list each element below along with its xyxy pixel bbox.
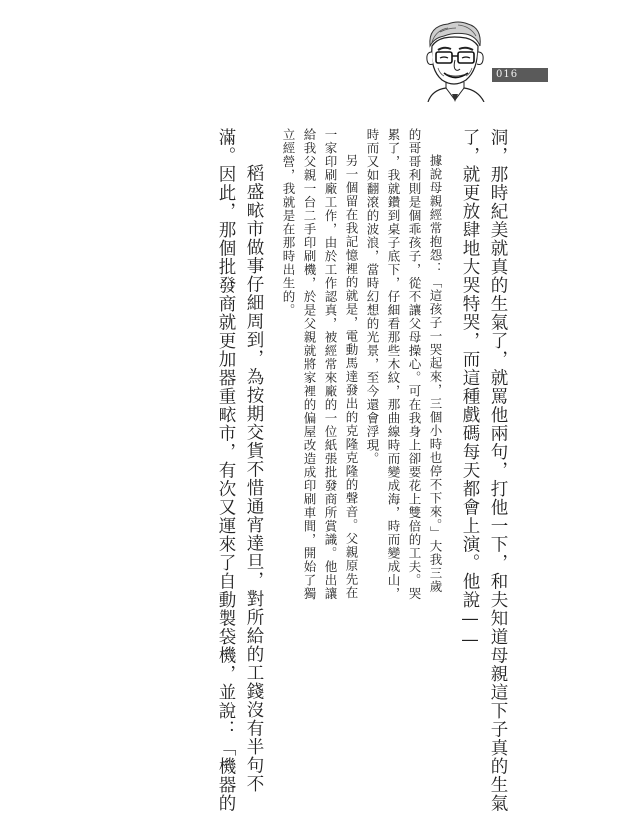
quote-column: 的哥哥利則是個乖孩子，從不讓父母操心。可在我身上卻要花上雙倍的工夫。哭 — [407, 128, 422, 601]
quote-column: 一家印刷廠工作，由於工作認真，被經常來廠的一位紙張批發商所賞識。他出讓 — [323, 128, 338, 601]
quote-column: 時而又如翻滾的波浪，當時幻想的光景，至今還會浮現。 — [365, 128, 380, 466]
paragraph-gap — [446, 128, 456, 618]
page-number: 016 — [496, 69, 519, 80]
text-column: 稻盛畩市做事仔細周到，為按期交貨不惜通宵達旦，對所給的工錢沒有半句不 — [244, 164, 264, 793]
text-column: 滿。因此，那個批發商就更加器重畩市，有次又運來了自動製袋機，並說：「機器的 — [216, 128, 236, 813]
quote-column: 據說母親經常抱怨：「這孩子一哭起來，三個小時也停不下來。」大我三歲 — [428, 154, 443, 594]
paragraph-gap — [268, 128, 278, 618]
quote-column: 立經營，我就是在那時出生的。 — [281, 128, 296, 317]
quote-column: 累了，我就鑽到桌子底下，仔細看那些木紋，那曲線時而變成海，時而變成山， — [386, 128, 401, 601]
author-portrait-illustration — [418, 16, 494, 102]
text-column: 洞，那時紀美就真的生氣了，就罵他兩句，打他一下，和夫知道母親這下子真的生氣 — [488, 128, 508, 813]
quote-column: 另一個留在我記憶裡的就是，電動馬達發出的克隆克隆的聲音。父親原先在 — [344, 154, 359, 600]
vertical-text-body — [170, 128, 512, 813]
quote-column: 給我父親一台二手印刷機，於是父親就將家裡的偏屋改造成印刷車間，開始了獨 — [302, 128, 317, 601]
text-column: 了，就更放肆地大哭特哭，而這種戲碼每天都會上演。他說—— — [460, 128, 480, 651]
